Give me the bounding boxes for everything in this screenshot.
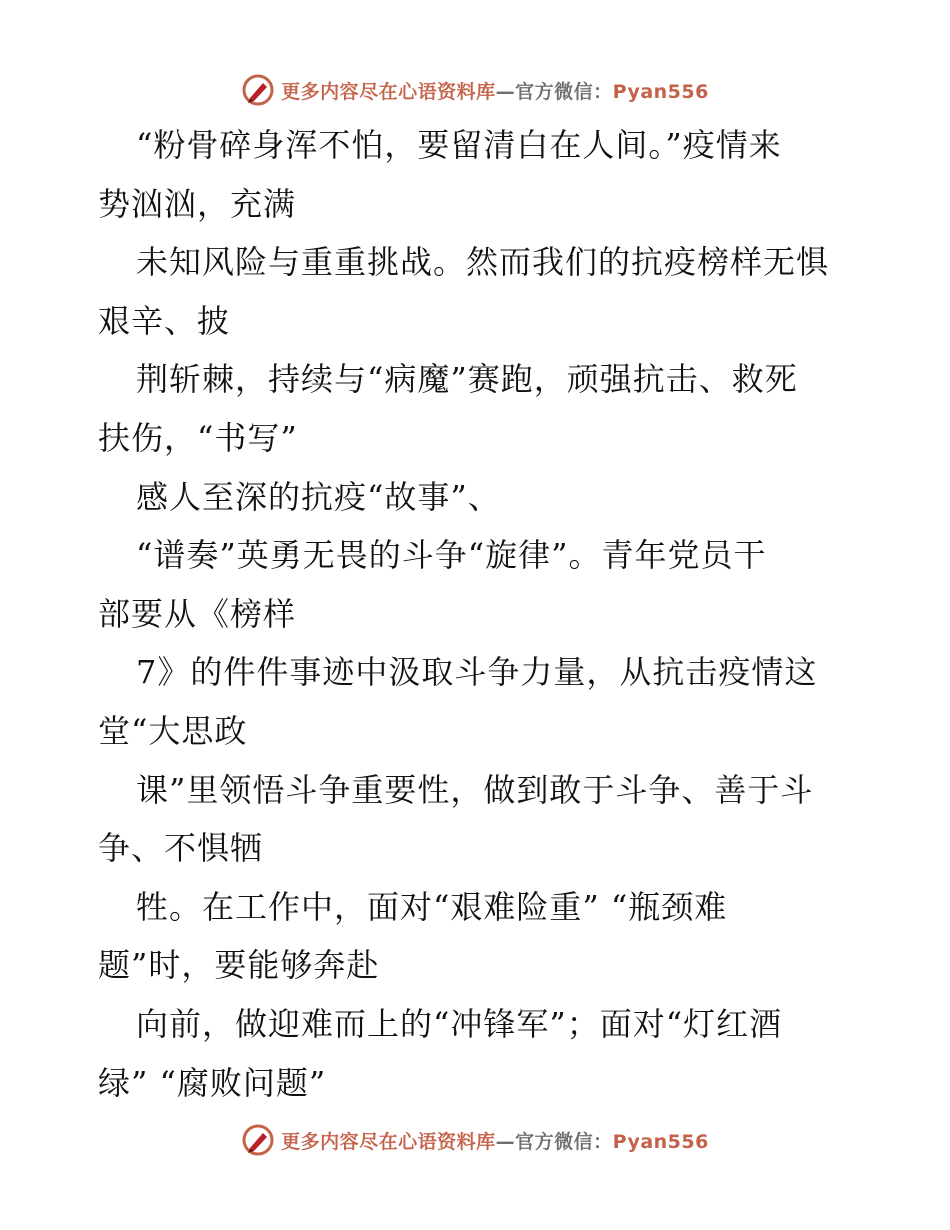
text-line: 争、不惧牺: [98, 829, 264, 868]
watermark-text: [281, 77, 709, 104]
pen-nib-logo-icon: [241, 1123, 275, 1157]
watermark-dash: —: [495, 1130, 516, 1153]
text-line: 扶伤，“书写”: [98, 418, 298, 457]
text-line: 艰辛、披: [98, 301, 231, 340]
text-line: 向前，做迎难而上的“冲锋军”；面对“灯红酒: [136, 1004, 783, 1043]
text-line: 绿” “腐败问题”: [98, 1063, 327, 1102]
text-line: 牲。在工作中，面对“艰难险重” “瓶颈难: [136, 887, 728, 926]
watermark-handle: Pyan556: [612, 80, 709, 103]
text-line: 题”时，要能够奔赴: [98, 946, 380, 985]
text-line: “粉骨碎身浑不怕，要留清白在人间。”疫情来: [136, 126, 782, 164]
footer-watermark: [0, 1120, 950, 1160]
text-line: 未知风险与重重挑战。然而我们的抗疫榜样无惧: [136, 243, 830, 282]
watermark-handle: Pyan556: [612, 1130, 709, 1153]
watermark-text: [281, 1127, 709, 1154]
watermark-site: 更多内容尽在心语资料库: [281, 1130, 496, 1153]
pen-nib-logo-icon: [241, 73, 275, 107]
text-line: 堂“大思政: [98, 711, 248, 750]
text-line: 7》的件件事迹中汲取斗争力量，从抗击疫情这: [136, 653, 818, 692]
text-line: “谱奏”英勇无畏的斗争“旋律”。青年党员干: [136, 536, 767, 575]
watermark-dash: —: [495, 80, 516, 103]
watermark-official: 官方微信：: [515, 1130, 613, 1153]
text-line: 课”里领悟斗争重要性，做到敢于斗争、善于斗: [136, 770, 814, 809]
text-line: 部要从《榜样: [98, 594, 297, 633]
text-line: 荆斩棘，持续与“病魔”赛跑，顽强抗击、救死: [136, 360, 798, 399]
document-body: [98, 116, 868, 1112]
text-line: 势汹汹，充满: [98, 184, 297, 223]
watermark-official: 官方微信：: [515, 80, 613, 103]
watermark-site: 更多内容尽在心语资料库: [281, 80, 496, 103]
header-watermark: [0, 70, 950, 110]
text-line: 感人至深的抗疫“故事”、: [136, 477, 501, 516]
